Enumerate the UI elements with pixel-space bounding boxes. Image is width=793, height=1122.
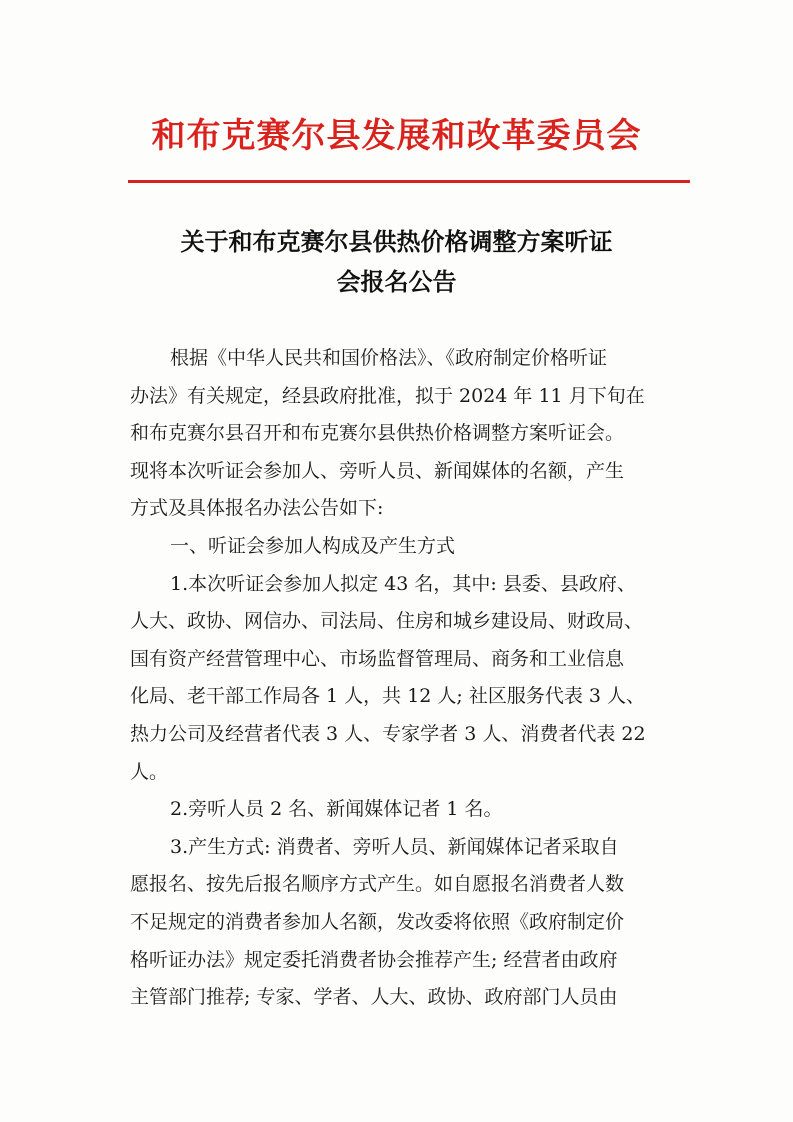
- body-line: 和布克赛尔县召开和布克赛尔县供热价格调整方案听证会。: [130, 422, 625, 445]
- body-line: 愿报名、按先后报名顺序方式产生。如自愿报名消费者人数: [130, 873, 625, 896]
- notice-body: [130, 340, 690, 1017]
- body-line: 化局、老干部工作局各 1 人，共 12 人; 社区服务代表 3 人、: [130, 685, 646, 708]
- section-heading: 一、听证会参加人构成及产生方式: [170, 534, 456, 557]
- body-line: 办法》有关规定，经县政府批准，拟于 2024 年 11 月下旬在: [130, 384, 645, 407]
- letterhead-title: 和布克赛尔县发展和改革委员会: [151, 116, 642, 156]
- body-line: 不足规定的消费者参加人名额，发改委将依照《政府制定价: [130, 910, 625, 933]
- notice-title-line-2: 会报名公告: [336, 268, 457, 296]
- notice-title-line-1: 关于和布克赛尔县供热价格调整方案听证: [180, 228, 613, 256]
- body-line: 1.本次听证会参加人拟定 43 名，其中: 县委、县政府、: [170, 572, 636, 595]
- body-line: 格听证办法》规定委托消费者协会推荐产生; 经营者由政府: [130, 948, 618, 971]
- body-line: 现将本次听证会参加人、旁听人员、新闻媒体的名额，产生: [130, 459, 625, 482]
- body-line: 2.旁听人员 2 名、新闻媒体记者 1 名。: [170, 798, 503, 821]
- body-line: 根据《中华人民共和国价格法》、《政府制定价格听证: [170, 347, 608, 369]
- notice-title: [100, 222, 693, 302]
- body-line: 方式及具体报名办法公告如下:: [130, 497, 384, 520]
- body-line: 热力公司及经营者代表 3 人、专家学者 3 人、消费者代表 22: [130, 722, 646, 745]
- body-line: 人大、政协、网信办、司法局、住房和城乡建设局、财政局、: [130, 610, 644, 633]
- body-line: 3.产生方式: 消费者、旁听人员、新闻媒体记者采取自: [170, 835, 619, 858]
- body-line: 国有资产经营管理中心、市场监督管理局、商务和工业信息: [130, 647, 625, 670]
- letterhead-divider: [128, 180, 690, 183]
- body-line: 主管部门推荐; 专家、学者、人大、政协、政府部门人员由: [130, 986, 618, 1009]
- body-line: 人。: [130, 760, 169, 783]
